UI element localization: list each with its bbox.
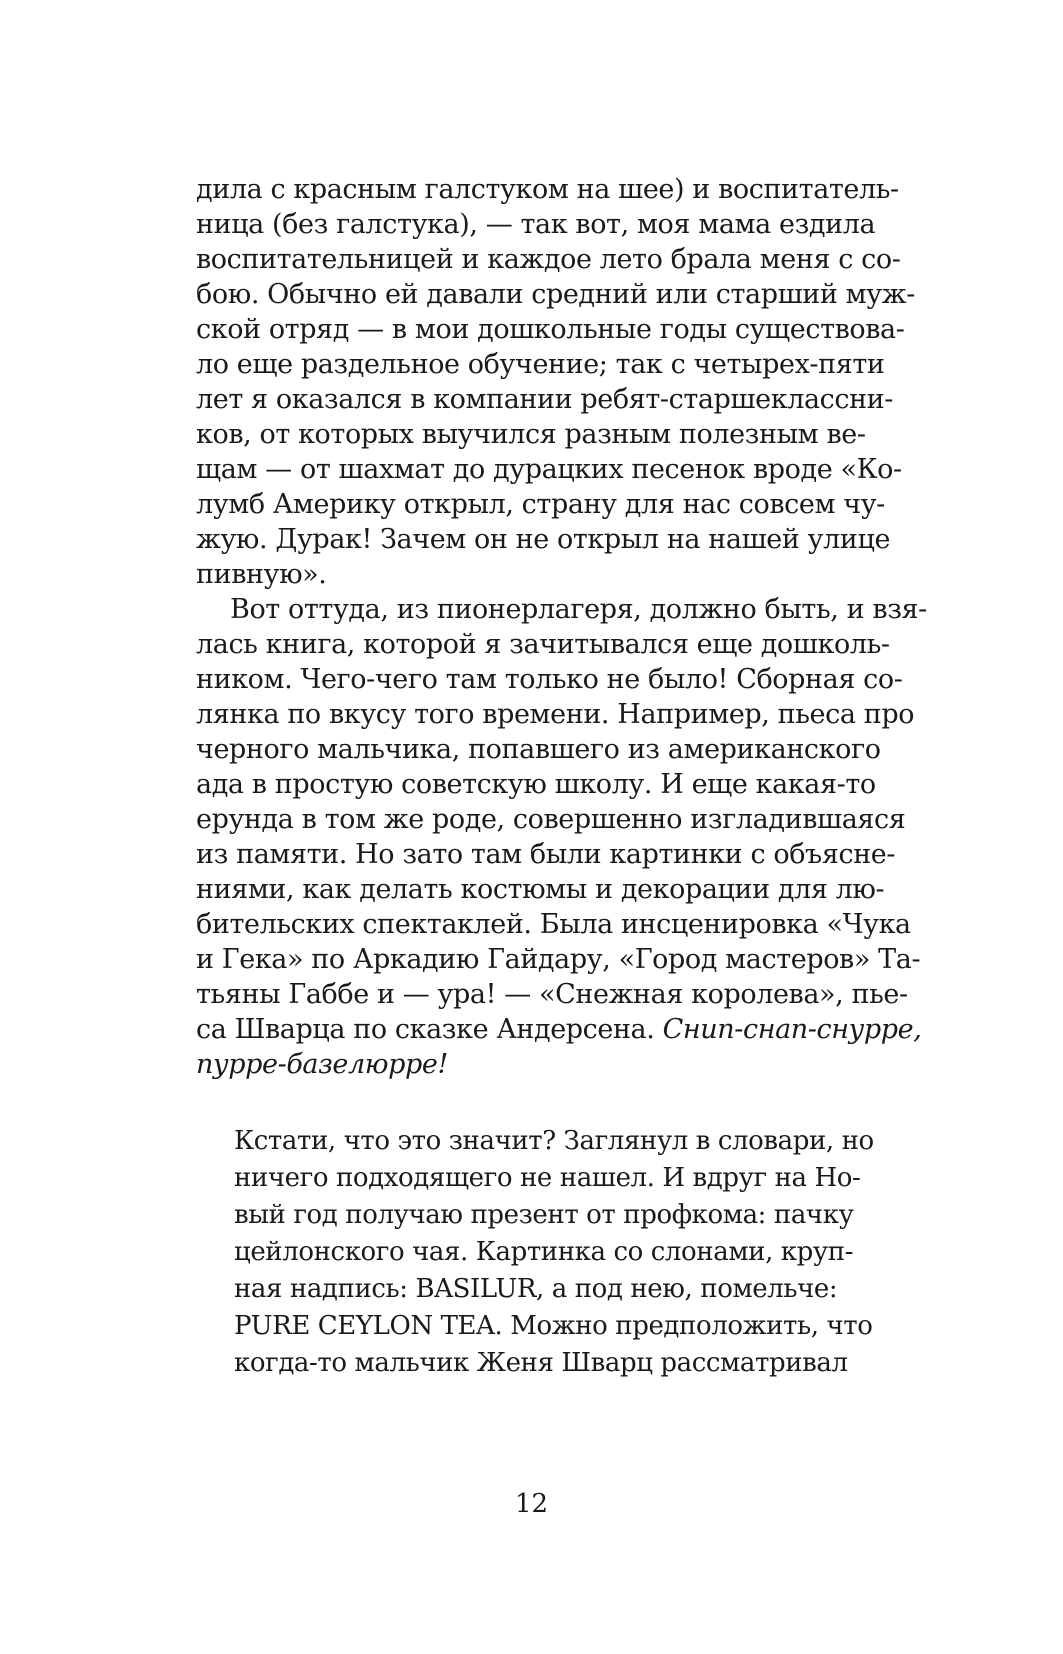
paragraph-line: ниями, как делать костюмы и декорации для лю- [196,874,885,905]
paragraph-line: пивную». [196,559,327,590]
paragraph-line: щам — от шахмат до дурацких песенок вроде «Ко- [196,454,902,485]
paragraph-line: ерунда в том же роде, совершенно изгладившаяся [196,804,906,835]
paragraph-line: тьяны Габбе и — ура! — «Снежная королева», пье- [196,979,908,1010]
quote-line: ничего подходящего не нашел. И вдруг на Но- [234,1163,861,1193]
regular-text: са Шварца по сказке Андерсена. [196,1014,663,1045]
paragraph-line: лась книга, которой я зачитывался еще дошколь- [196,629,890,660]
paragraph-line: черного мальчика, попавшего из американского [196,734,881,765]
quote-line: ная надпись: BASILUR, а под нею, помельче: [234,1274,838,1304]
paragraph-line: лумб Америку открыл, страну для нас совсем чу- [196,489,885,520]
quote-line: PURE CEYLON TEA. Можно предположить, что [234,1311,873,1341]
paragraph-line: воспитательницей и каждое лето брала меня с со- [196,244,901,275]
paragraph-line: жую. Дурак! Зачем он не открыл на нашей улице [196,524,891,555]
page-number: 12 [514,1489,549,1519]
paragraph-line: дила с красным галстуком на шее) и воспитатель- [196,174,899,205]
paragraph-line: ло еще раздельное обучение; так с четырех-пяти [196,349,885,380]
quote-line: вый год получаю презент от профкома: пачку [234,1200,854,1230]
paragraph-line: ница (без галстука), — так вот, моя мама ездила [196,209,876,240]
paragraph-line: бительских спектаклей. Была инсценировка «Чука [196,909,911,940]
paragraph-line: и Гека» по Аркадию Гайдару, «Город мастеров» Та- [196,944,921,975]
paragraph-line: бою. Обычно ей давали средний или старший муж- [196,279,915,310]
paragraph-line: из памяти. Но зато там были картинки с объясне- [196,839,896,870]
paragraph-line-indented: Вот оттуда, из пионерлагеря, должно быть, и взя- [230,594,927,625]
paragraph-line: лет я оказался в компании ребят-старшеклассни- [196,384,893,415]
quote-line: когда-то мальчик Женя Шварц рассматривал [234,1348,848,1378]
quote-line: цейлонского чая. Картинка со слонами, круп- [234,1237,854,1267]
paragraph-line: ской отряд — в мои дошкольные годы существова- [196,314,905,345]
paragraph-line: ада в простую советскую школу. И еще какая-то [196,769,876,800]
paragraph-line: ником. Чего-чего там только не было! Сборная со- [196,664,903,695]
paragraph-line: лянка по вкусу того времени. Например, пьеса про [196,699,915,730]
quote-line: Кстати, что это значит? Заглянул в словари, но [234,1126,874,1156]
paragraph-line-italic: пурре-базелюрре! [196,1049,448,1080]
italic-text: Снип-снап-снурре, [662,1014,922,1045]
paragraph-line: ков, от которых выучился разным полезным ве- [196,419,866,450]
paragraph-line-mixed [196,1012,922,1048]
